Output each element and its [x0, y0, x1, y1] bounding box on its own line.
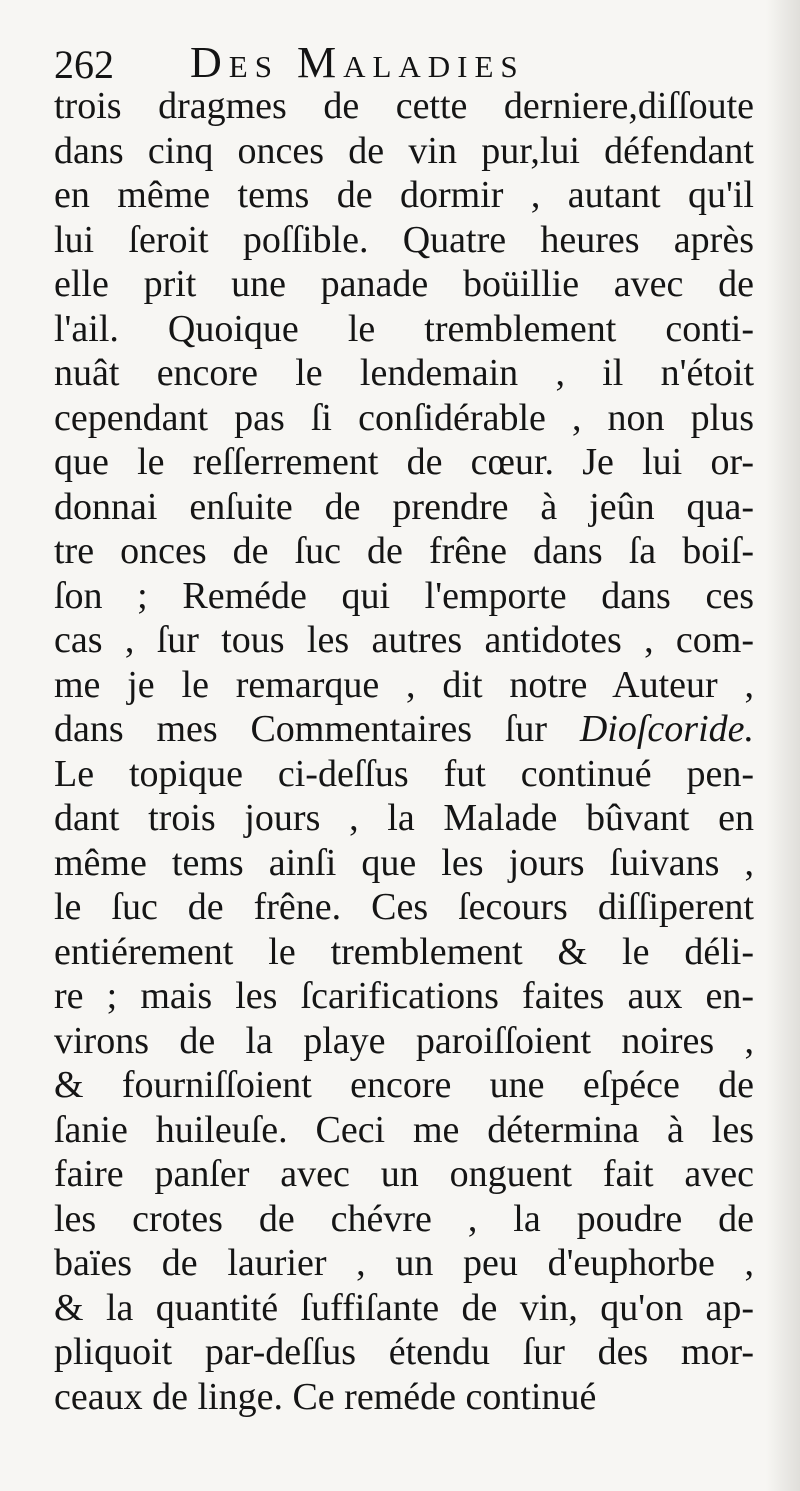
text-line: elle prit une panade boüillie avec de: [54, 263, 754, 305]
text-segment: dans mes Commentaires ſur: [54, 708, 548, 750]
text-line: en même tems de dormir , autant qu'il: [54, 174, 754, 216]
italic-author-name: Dioſcoride.: [579, 708, 754, 750]
text-line: virons de la playe paroiſſoient noires ,: [54, 1019, 754, 1062]
text-line: re ; mais les ſcarifications faites aux en-: [54, 975, 754, 1017]
text-line: baïes de laurier , un peu d'euphorbe ,: [54, 1242, 754, 1284]
running-head: Des Maladies: [190, 38, 525, 87]
text-line: tre onces de ſuc de frêne dans ſa boiſ-: [54, 530, 754, 572]
text-line: trois dragmes de cette derniere,diſſoute: [54, 85, 754, 127]
body-text: [54, 84, 754, 1419]
text-line: Le topique ci-deſſus fut continué pen-: [54, 752, 754, 795]
text-line: l'ail. Quoique le tremblement conti-: [54, 307, 754, 350]
text-line: même tems ainſi que les jours ſuivans ,: [54, 841, 754, 884]
text-line: dans cinq onces de vin pur,lui défendant: [54, 129, 754, 172]
text-line: cependant pas ſi conſidérable , non plus: [54, 396, 754, 439]
text-line: dant trois jours , la Malade bûvant en: [54, 797, 754, 839]
text-line: me je le remarque , dit notre Auteur ,: [54, 663, 754, 706]
text-line: & la quantité ſuffiſante de vin, qu'on ap-: [54, 1286, 754, 1329]
text-line: faire panſer avec un onguent fait avec: [54, 1153, 754, 1195]
text-line: ſon ; Reméde qui l'emporte dans ces: [54, 574, 754, 617]
text-line-with-italic: [54, 707, 754, 752]
text-line: que le reſſerrement de cœur. Je lui or-: [54, 441, 754, 483]
text-line: lui ſeroit poſſible. Quatre heures après: [54, 218, 754, 261]
text-line: cas , ſur tous les autres antidotes , com-: [54, 619, 754, 661]
text-line: donnai enſuite de prendre à jeûn qua-: [54, 485, 754, 528]
page-edge-shadow: [766, 0, 800, 1491]
text-line: ſanie huileuſe. Ceci me détermina à les: [54, 1108, 754, 1151]
text-line: ceaux de linge. Ce reméde continué: [54, 1375, 597, 1418]
text-line: entiérement le tremblement & le déli-: [54, 930, 754, 973]
text-line: nuât encore le lendemain , il n'étoit: [54, 352, 754, 394]
text-line: & fourniſſoient encore une eſpéce de: [54, 1064, 754, 1106]
text-line: les crotes de chévre , la poudre de: [54, 1197, 754, 1240]
page-number: 262: [54, 42, 114, 87]
text-line: le ſuc de frêne. Ces ſecours diſſiperent: [54, 886, 754, 928]
text-line: pliquoit par-deſſus étendu ſur des mor-: [54, 1331, 754, 1373]
